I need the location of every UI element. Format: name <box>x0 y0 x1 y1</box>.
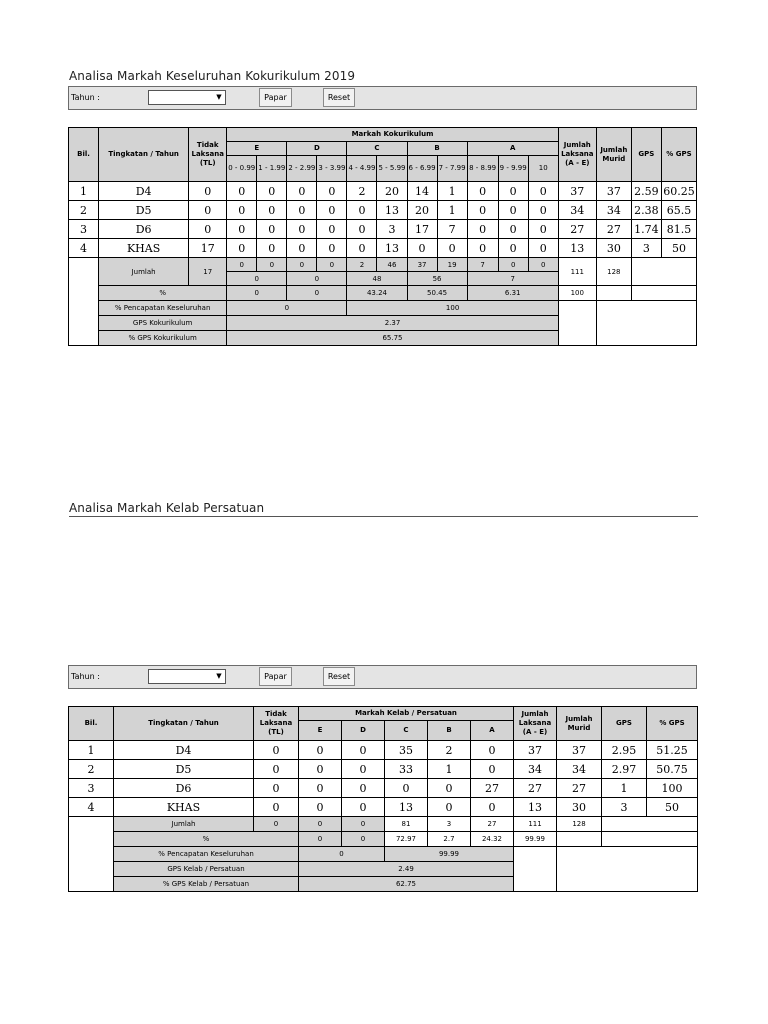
cell-grade: 0 <box>342 798 385 817</box>
cell-gps: 2.59 <box>631 182 661 201</box>
jumlah-grade: 27 <box>471 817 514 832</box>
percent-grade: 0 <box>299 832 342 847</box>
cell-range: 0 <box>467 220 498 239</box>
cell-range: 0 <box>227 201 257 220</box>
cell-range: 13 <box>377 201 407 220</box>
jumlah-range: 7 <box>467 258 498 272</box>
cell-range: 14 <box>407 182 437 201</box>
cell-murid: 30 <box>596 239 631 258</box>
gps-kokurikulum-value: 2.37 <box>227 316 559 331</box>
cell-gps: 3 <box>602 798 647 817</box>
cell-grade: 13 <box>385 798 428 817</box>
percent-a: 6.31 <box>467 286 558 301</box>
header-pct-gps: % GPS <box>661 128 696 182</box>
cell-tl: 0 <box>189 220 227 239</box>
cell-range: 0 <box>467 182 498 201</box>
range-header: 8 - 8.99 <box>467 156 498 182</box>
cell-range: 0 <box>498 201 528 220</box>
header-gps: GPS <box>602 707 647 741</box>
cell-murid: 30 <box>557 798 602 817</box>
papar-button[interactable]: Papar <box>259 667 292 686</box>
cell-range: 0 <box>467 239 498 258</box>
cell-range: 3 <box>377 220 407 239</box>
cell-pct-gps: 65.5 <box>661 201 696 220</box>
cell-grade: 0 <box>299 760 342 779</box>
section2-title: Analisa Markah Kelab Persatuan <box>69 501 265 515</box>
header-jumlah-laksana: Jumlah Laksana (A - E) <box>514 707 557 741</box>
cell-range: 0 <box>437 239 467 258</box>
pencapaian-left: 0 <box>227 301 347 316</box>
cell-range: 0 <box>287 182 317 201</box>
pencapaian-label: % Pencapatan Keseluruhan <box>99 301 227 316</box>
summary-empty <box>514 847 557 892</box>
cell-laksana: 34 <box>514 760 557 779</box>
cell-bil: 4 <box>69 239 99 258</box>
section1-filter-bar <box>68 86 697 110</box>
summary-empty <box>558 301 596 346</box>
jumlah-range: 0 <box>287 258 317 272</box>
cell-range: 0 <box>257 239 287 258</box>
header-tidak-laksana: Tidak Laksana (TL) <box>189 128 227 182</box>
kelab-persatuan-table <box>68 706 698 892</box>
pct-gps-kelab-value: 62.75 <box>299 877 514 892</box>
cell-murid: 37 <box>596 182 631 201</box>
range-header: 2 - 2.99 <box>287 156 317 182</box>
cell-grade: 2 <box>428 741 471 760</box>
tahun-dropdown[interactable] <box>148 90 226 105</box>
cell-grade: 0 <box>299 798 342 817</box>
gps-kokurikulum-label: GPS Kokurikulum <box>99 316 227 331</box>
cell-grade: 1 <box>428 760 471 779</box>
header-tidak-laksana: Tidak Laksana (TL) <box>254 707 299 741</box>
cell-range: 0 <box>467 201 498 220</box>
jumlah-tl: 17 <box>189 258 227 286</box>
cell-murid: 37 <box>557 741 602 760</box>
cell-range: 0 <box>287 201 317 220</box>
table-row <box>69 779 698 798</box>
jumlah-laksana: 111 <box>558 258 596 286</box>
percent-empty <box>557 832 602 847</box>
cell-range: 0 <box>498 182 528 201</box>
percent-e: 0 <box>227 286 287 301</box>
percent-grade: 72.97 <box>385 832 428 847</box>
cell-tingkatan: KHAS <box>114 798 254 817</box>
grade-c: C <box>385 721 428 741</box>
table-row <box>69 798 698 817</box>
cell-tingkatan: D4 <box>114 741 254 760</box>
papar-button[interactable]: Papar <box>259 88 292 107</box>
grade-total-b: 56 <box>407 272 467 286</box>
cell-grade: 0 <box>342 760 385 779</box>
chevron-down-icon[interactable]: ▼ <box>216 672 222 680</box>
gps-kelab-label: GPS Kelab / Persatuan <box>114 862 299 877</box>
jumlah-murid: 128 <box>557 817 602 832</box>
range-header: 9 - 9.99 <box>498 156 528 182</box>
jumlah-range: 37 <box>407 258 437 272</box>
reset-button[interactable]: Reset <box>323 88 355 107</box>
jumlah-range: 0 <box>227 258 257 272</box>
cell-murid: 34 <box>596 201 631 220</box>
cell-grade: 0 <box>428 798 471 817</box>
cell-laksana: 13 <box>558 239 596 258</box>
cell-pct-gps: 81.5 <box>661 220 696 239</box>
cell-grade: 0 <box>342 741 385 760</box>
cell-bil: 3 <box>69 779 114 798</box>
cell-range: 0 <box>257 201 287 220</box>
header-tingkatan: Tingkatan / Tahun <box>114 707 254 741</box>
cell-tl: 0 <box>189 201 227 220</box>
cell-murid: 27 <box>557 779 602 798</box>
cell-bil: 3 <box>69 220 99 239</box>
header-bil: Bil. <box>69 707 114 741</box>
grade-b: B <box>407 142 467 156</box>
grade-a: A <box>467 142 558 156</box>
cell-range: 17 <box>407 220 437 239</box>
cell-pct-gps: 50.75 <box>647 760 698 779</box>
reset-button[interactable]: Reset <box>323 667 355 686</box>
pencapaian-left: 0 <box>299 847 385 862</box>
jumlah-range: 46 <box>377 258 407 272</box>
cell-grade: 0 <box>471 741 514 760</box>
cell-range: 0 <box>498 220 528 239</box>
table-row <box>69 741 698 760</box>
cell-tingkatan: D6 <box>114 779 254 798</box>
jumlah-range: 19 <box>437 258 467 272</box>
percent-grade: 2.7 <box>428 832 471 847</box>
cell-range: 0 <box>257 220 287 239</box>
summary-blank <box>69 258 99 346</box>
percent-label: % <box>114 832 299 847</box>
cell-laksana: 27 <box>514 779 557 798</box>
grade-b: B <box>428 721 471 741</box>
cell-grade: 0 <box>428 779 471 798</box>
header-gps: GPS <box>631 128 661 182</box>
cell-laksana: 37 <box>558 182 596 201</box>
percent-grade: 0 <box>342 832 385 847</box>
summary-empty <box>557 847 698 892</box>
cell-murid: 27 <box>596 220 631 239</box>
grade-d: D <box>342 721 385 741</box>
header-jumlah-murid: Jumlah Murid <box>557 707 602 741</box>
grade-total-c: 48 <box>347 272 407 286</box>
cell-range: 0 <box>227 239 257 258</box>
summary-empty <box>596 301 696 346</box>
cell-murid: 34 <box>557 760 602 779</box>
cell-range: 0 <box>257 182 287 201</box>
grade-c: C <box>347 142 407 156</box>
grade-total-a: 7 <box>467 272 558 286</box>
range-header: 5 - 5.99 <box>377 156 407 182</box>
cell-gps: 1.74 <box>631 220 661 239</box>
cell-bil: 1 <box>69 182 99 201</box>
cell-tingkatan: D6 <box>99 220 189 239</box>
cell-range: 0 <box>528 220 558 239</box>
range-header: 7 - 7.99 <box>437 156 467 182</box>
range-header: 3 - 3.99 <box>317 156 347 182</box>
table-row <box>69 220 697 239</box>
range-header: 0 - 0.99 <box>227 156 257 182</box>
tahun-label: Tahun : <box>71 672 100 681</box>
cell-range: 13 <box>377 239 407 258</box>
jumlah-label: Jumlah <box>99 258 189 286</box>
cell-grade: 0 <box>385 779 428 798</box>
grade-a: A <box>471 721 514 741</box>
cell-grade: 0 <box>299 779 342 798</box>
cell-tingkatan: D5 <box>114 760 254 779</box>
percent-c: 43.24 <box>347 286 407 301</box>
cell-tingkatan: D4 <box>99 182 189 201</box>
tahun-dropdown[interactable] <box>148 669 226 684</box>
cell-laksana: 27 <box>558 220 596 239</box>
cell-tingkatan: D5 <box>99 201 189 220</box>
percent-empty <box>602 832 698 847</box>
table-row <box>69 182 697 201</box>
cell-bil: 2 <box>69 760 114 779</box>
kokurikulum-table <box>68 127 697 346</box>
cell-bil: 4 <box>69 798 114 817</box>
table-row <box>69 239 697 258</box>
header-jumlah-laksana: Jumlah Laksana (A - E) <box>558 128 596 182</box>
pencapaian-right: 100 <box>347 301 558 316</box>
cell-grade: 27 <box>471 779 514 798</box>
percent-empty <box>596 286 631 301</box>
cell-tl: 0 <box>254 798 299 817</box>
jumlah-grade: 0 <box>342 817 385 832</box>
pencapaian-right: 99.99 <box>385 847 514 862</box>
header-markah: Markah Kelab / Persatuan <box>299 707 514 721</box>
header-bil: Bil. <box>69 128 99 182</box>
cell-tl: 0 <box>254 741 299 760</box>
gps-kelab-value: 2.49 <box>299 862 514 877</box>
pct-gps-kelab-label: % GPS Kelab / Persatuan <box>114 877 299 892</box>
cell-range: 0 <box>317 220 347 239</box>
range-header: 10 <box>528 156 558 182</box>
pct-gps-kokurikulum-label: % GPS Kokurikulum <box>99 331 227 346</box>
grade-e: E <box>227 142 287 156</box>
jumlah-laksana: 111 <box>514 817 557 832</box>
table-row <box>69 760 698 779</box>
cell-tl: 0 <box>189 182 227 201</box>
percent-empty <box>631 286 696 301</box>
jumlah-range: 0 <box>528 258 558 272</box>
grade-total-e: 0 <box>227 272 287 286</box>
cell-range: 1 <box>437 201 467 220</box>
cell-tl: 0 <box>254 760 299 779</box>
range-header: 4 - 4.99 <box>347 156 377 182</box>
section2-filter-bar <box>68 665 697 689</box>
percent-laksana: 99.99 <box>514 832 557 847</box>
cell-range: 0 <box>498 239 528 258</box>
cell-bil: 2 <box>69 201 99 220</box>
chevron-down-icon[interactable]: ▼ <box>216 93 222 101</box>
cell-grade: 0 <box>299 741 342 760</box>
cell-pct-gps: 50 <box>661 239 696 258</box>
grade-e: E <box>299 721 342 741</box>
percent-label: % <box>99 286 227 301</box>
jumlah-range: 0 <box>498 258 528 272</box>
cell-range: 0 <box>347 239 377 258</box>
cell-range: 7 <box>437 220 467 239</box>
cell-tl: 0 <box>254 779 299 798</box>
cell-range: 20 <box>407 201 437 220</box>
cell-grade: 0 <box>342 779 385 798</box>
tahun-label: Tahun : <box>71 93 100 102</box>
percent-laksana: 100 <box>558 286 596 301</box>
cell-laksana: 34 <box>558 201 596 220</box>
cell-range: 0 <box>287 220 317 239</box>
cell-pct-gps: 51.25 <box>647 741 698 760</box>
percent-b: 50.45 <box>407 286 467 301</box>
cell-laksana: 13 <box>514 798 557 817</box>
pencapaian-label: % Pencapatan Keseluruhan <box>114 847 299 862</box>
header-markah: Markah Kokurikulum <box>227 128 559 142</box>
cell-range: 0 <box>347 201 377 220</box>
cell-range: 0 <box>528 201 558 220</box>
cell-bil: 1 <box>69 741 114 760</box>
grade-d: D <box>287 142 347 156</box>
cell-range: 20 <box>377 182 407 201</box>
jumlah-empty <box>602 817 698 832</box>
jumlah-grade: 3 <box>428 817 471 832</box>
cell-range: 1 <box>437 182 467 201</box>
cell-pct-gps: 50 <box>647 798 698 817</box>
jumlah-label: Jumlah <box>114 817 254 832</box>
cell-grade: 0 <box>471 760 514 779</box>
percent-d: 0 <box>287 286 347 301</box>
cell-laksana: 37 <box>514 741 557 760</box>
header-tingkatan: Tingkatan / Tahun <box>99 128 189 182</box>
jumlah-grade: 81 <box>385 817 428 832</box>
cell-gps: 2.95 <box>602 741 647 760</box>
jumlah-range: 0 <box>317 258 347 272</box>
pct-gps-kokurikulum-value: 65.75 <box>227 331 559 346</box>
section1-title: Analisa Markah Keseluruhan Kokurikulum 2019 <box>69 69 356 83</box>
cell-gps: 2.97 <box>602 760 647 779</box>
jumlah-range: 2 <box>347 258 377 272</box>
section2-title-divider <box>69 516 698 517</box>
cell-range: 0 <box>287 239 317 258</box>
table-row <box>69 201 697 220</box>
cell-gps: 2.38 <box>631 201 661 220</box>
cell-pct-gps: 100 <box>647 779 698 798</box>
cell-tl: 17 <box>189 239 227 258</box>
cell-range: 0 <box>528 239 558 258</box>
cell-range: 2 <box>347 182 377 201</box>
jumlah-tl: 0 <box>254 817 299 832</box>
range-header: 1 - 1.99 <box>257 156 287 182</box>
cell-range: 0 <box>528 182 558 201</box>
jumlah-empty <box>631 258 696 286</box>
cell-pct-gps: 60.25 <box>661 182 696 201</box>
cell-grade: 33 <box>385 760 428 779</box>
header-jumlah-murid: Jumlah Murid <box>596 128 631 182</box>
cell-range: 0 <box>317 201 347 220</box>
cell-range: 0 <box>317 239 347 258</box>
cell-range: 0 <box>317 182 347 201</box>
cell-gps: 1 <box>602 779 647 798</box>
grade-total-d: 0 <box>287 272 347 286</box>
jumlah-range: 0 <box>257 258 287 272</box>
header-pct-gps: % GPS <box>647 707 698 741</box>
cell-range: 0 <box>347 220 377 239</box>
cell-range: 0 <box>227 220 257 239</box>
cell-grade: 35 <box>385 741 428 760</box>
summary-blank <box>69 817 114 892</box>
cell-gps: 3 <box>631 239 661 258</box>
cell-grade: 0 <box>471 798 514 817</box>
jumlah-grade: 0 <box>299 817 342 832</box>
cell-tingkatan: KHAS <box>99 239 189 258</box>
percent-grade: 24.32 <box>471 832 514 847</box>
jumlah-murid: 128 <box>596 258 631 286</box>
cell-range: 0 <box>407 239 437 258</box>
cell-range: 0 <box>227 182 257 201</box>
range-header: 6 - 6.99 <box>407 156 437 182</box>
